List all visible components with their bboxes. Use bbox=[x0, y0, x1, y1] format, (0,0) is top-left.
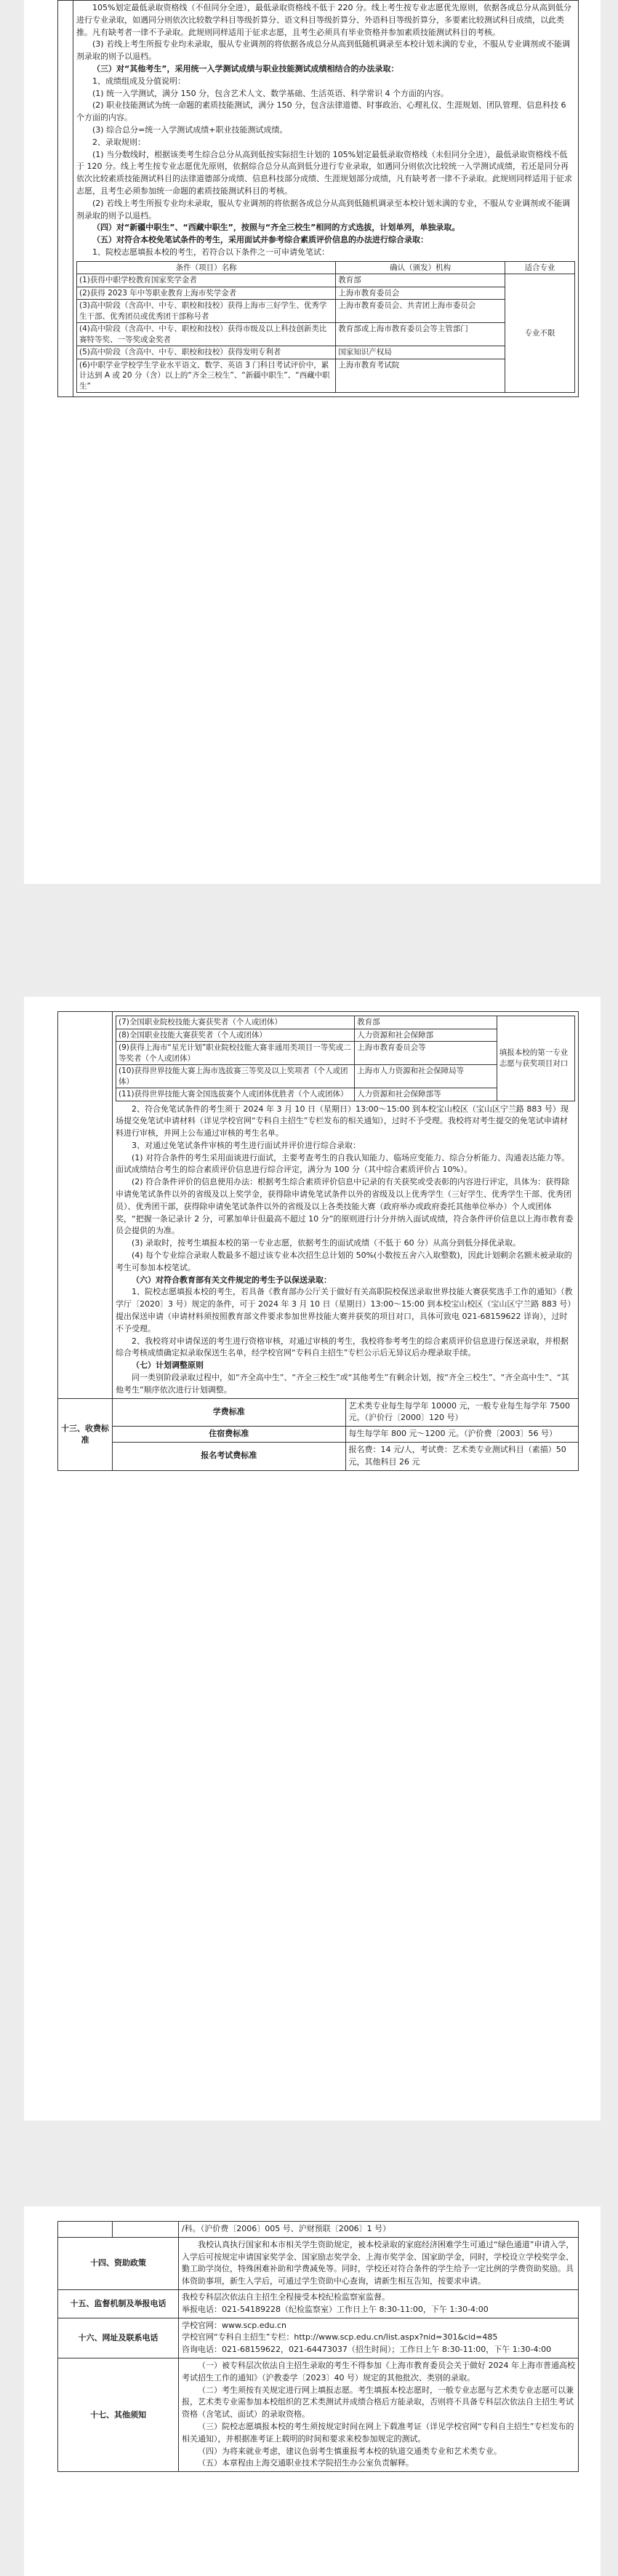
issuing-body: 教育部 bbox=[355, 1016, 497, 1029]
issuing-body: 上海市教育考试院 bbox=[336, 359, 505, 393]
fee-item-value: 艺术类专业每生每学年 10000 元，一般专业每生每学年 7500 元。（沪价行〔2000〕120 号） bbox=[345, 1398, 579, 1427]
report-phone: 举报电话：021-54189228（纪检监察室）工作日上午 8:30-11:00，下午 1:30-4:00 bbox=[182, 2304, 489, 2314]
paragraph: 2、我校将对申请保送的考生进行资格审核，对通过审核的考生，我校将参考考生的综合素质评价信息进行保送录取，并根据综合考核成绩确定拟录取保送生名单，经学校官网“专科自主招生”专栏公示后无异议后办理录取手续。 bbox=[116, 1336, 569, 1358]
consult-phone: 咨询电话：021-68159622，021-64473037（招生时间）；工作日上午 8:30-11:00，下午 1:30-4:00 bbox=[182, 2345, 552, 2355]
fee-continuation: /科。（沪价费〔2006〕005 号、沪财预联〔2006〕1 号） bbox=[179, 2222, 579, 2238]
paragraph: (2) 职业技能测试为统一命题的素质技能测试，满分 150 分，包含法律道德、时事政治、心理礼仪、生涯规划、团队管理、信息科技 6 个方面的内容。 bbox=[76, 100, 566, 123]
fee-item-value: 每生每学年 800 元～1200 元。（沪价费〔2003〕56 号） bbox=[345, 1427, 579, 1443]
section-label-blank bbox=[58, 2222, 113, 2238]
exemption-conditions-table-continued bbox=[116, 1016, 575, 1101]
paragraph: (1) 对符合条件的考生采用面谈进行面试，主要考查考生的自我认知能力、临场应变能力、综合分析能力、沟通表达能力等。面试成绩结合考生的综合素质评价信息进行综合评定，满分为 100 分（其中综合素质评价占 10%）。 bbox=[116, 1152, 570, 1175]
paragraph: （二）考生须按有关规定进行网上填报志愿。考生填报本校志愿时，一般专业志愿与艺术类专业志愿可以兼报，艺术类专业需参加本校组织的艺术类测试并成绩合格后方能录取，否则将不具备专科层次依法自主招生考试资格（含笔试、面试）的录取资格。 bbox=[182, 2385, 574, 2420]
paragraph: (2) 若线上考生所报专业均未录取，服从专业调剂的将依据各成总分从高到低随机调录至本校计划未满的专业，不服从专业调剂或不能调剂录取的则予以退档。 bbox=[76, 198, 571, 220]
condition-name: (11)获得世界技能大赛全国选拔赛个人或团体优胜者（个人或团体） bbox=[116, 1088, 355, 1101]
fee-section-label: 十三、收费标准 bbox=[58, 1398, 113, 1470]
section-label-blank bbox=[58, 1012, 113, 1399]
paragraph: (1) 当分数线时，根据该类考生综合总分从高到低按实际招生计划的 105%划定最低录取资格线（未但同分全进），最低录取资格线不低于 120 分。线上考生按专业志愿优先原则，依据综合总分从高到低分进行专业录取，如遇同分则依次比较统一入学测试成绩，若还是同分再依次比较素质技能测试科目的法律道德部分成绩、信息科技部分成绩、生涯规划部分成绩，凡有缺考者一律不予录取。此规则同样适用于征求志愿，且考生必须参加统一命题的素质技能测试科目的考核。 bbox=[76, 149, 572, 196]
paragraph: 3、对通过免笔试条件审核的考生进行面试并评价进行综合录取： bbox=[132, 1140, 361, 1150]
issuing-body: 人力资源和社会保障部 bbox=[355, 1029, 497, 1042]
charter-table-p2 bbox=[57, 1011, 579, 1471]
applicable-majors: 专业不限 bbox=[505, 274, 575, 393]
page-3 bbox=[24, 2206, 601, 2576]
section-heading: （六）对符合教育部有关文件规定的考生予以保送录取： bbox=[132, 1275, 332, 1285]
section-heading: （四）对“新疆中职生”、“西藏中职生”，按照与“齐全三校生”相同的方式选拔，计划单列，单独录取。 bbox=[92, 223, 460, 233]
condition-name: (3)高中阶段（含高中、中专、职校和技校）获得上海市三好学生、优秀学生干部、优秀团员或优秀团干部称号者 bbox=[77, 300, 336, 323]
section-heading: （三）对“其他考生”，采用统一入学测试成绩与职业技能测试成绩相结合的办法录取： bbox=[92, 63, 399, 73]
sub-label-blank bbox=[113, 2222, 179, 2238]
charter-table-p1 bbox=[57, 0, 579, 397]
paragraph: （四）为将来就业考虑，建议色弱考生慎重报考本校的轨道交通类专业和艺术类专业。 bbox=[198, 2446, 502, 2456]
paragraph: （五）本章程由上海交通职业技术学院招生办公室负责解释。 bbox=[198, 2458, 414, 2468]
condition-name: (5)高中阶段（含高中、中专、职校和技校）获得发明专利者 bbox=[77, 346, 336, 359]
condition-name: (8)全国职业技能大赛获奖者（个人或团体） bbox=[116, 1029, 355, 1042]
supervision-label: 十五、监督机制及举报电话 bbox=[58, 2289, 179, 2318]
table-header-cell: 确认（颁发）机构 bbox=[336, 261, 505, 274]
paragraph: (3) 综合总分=统一入学测试成绩+职业技能测试成绩。 bbox=[92, 124, 288, 135]
paragraph: 同一类别阶段录取过程中，如“齐全高中生”、“齐全三校生”或“其他考生”有剩余计划，按“齐全三校生”、“齐全高中生”、“其他考生”顺序依次进行计划调整。 bbox=[116, 1373, 569, 1395]
website-link[interactable]: 学校官网：www.scp.edu.cn bbox=[182, 2320, 286, 2330]
content-cell bbox=[113, 1012, 579, 1399]
condition-name: (10)获得世界技能大赛上海市选拔赛三等奖及以上奖项者（个人或团体） bbox=[116, 1065, 355, 1088]
paragraph: 2、符合免笔试条件的考生须于 2024 年 3 月 10 日（星期日）13:00～15:00 到本校宝山校区（宝山区宁兰路 883 号）现场提交免笔试申请材料（详见学校官网“专科自主招生”专栏发布的相关通知），过时不予受理。我校将对考生提交的免笔试申请材料进行审核，并网上公布通过审核的考生名单。 bbox=[116, 1104, 569, 1139]
condition-name: (9)获得上海市“星光计划”职业院校技能大赛非通用类项目一等奖或二等奖者（个人或团体） bbox=[116, 1042, 355, 1065]
charter-table-p3 bbox=[57, 2221, 579, 2472]
left-blank-column bbox=[58, 1, 73, 397]
paragraph: (3) 录取时，按考生填报本校的第一专业志愿，依据考生的面试成绩（不低于 60 分）从高分到低分择优录取。 bbox=[132, 1238, 521, 1248]
issuing-body: 国家知识产权局 bbox=[336, 346, 505, 359]
condition-name: (7)全国职业院校技能大赛获奖者（个人或团体） bbox=[116, 1016, 355, 1029]
paragraph: 2、录取规则： bbox=[92, 137, 145, 147]
content-cell bbox=[73, 1, 579, 397]
paragraph: 1、院校志愿填报本校的考生，若符合以下条件之一可申请免笔试： bbox=[92, 247, 329, 257]
paragraph: 我校专科层次依法自主招生全程接受本校纪检监察室监督。 bbox=[182, 2292, 390, 2302]
paragraph: 105%划定最低录取资格线（不但同分全进），最低录取资格线不低于 220 分。线上考生按专业志愿优先原则，依据各成总分从高到低分进行专业录取，如遇同分则依次比较数学科目等级折算分、语文科目等级折算分、外语科目等级折算分，多要素比较测试科目成绩，以此类推。凡有缺考者一律不予录取。此规则同样适用于征求志愿，且考生必须具有毕业资格并参加素质技能测试科目的考核。 bbox=[76, 3, 571, 37]
supervision-text bbox=[179, 2289, 579, 2318]
section-heading: （五）对符合本校免笔试条件的考生，采用面试并参考综合素质评价信息的办法进行综合录取： bbox=[92, 235, 428, 245]
paragraph: (3) 若线上考生所报专业均未录取，服从专业调剂的将依据各成总分从高到低随机调录至本校计划未满的专业，不服从专业调剂或不能调剂录取的则予以退档。 bbox=[76, 39, 571, 62]
paragraph: 我校认真执行国家和本市相关学生资助规定，被本校录取的家庭经济困难学生可通过“绿色通道”申请入学，入学后可按规定申请国家奖学金、国家励志奖学金、上海市奖学金、国家助学金，同时，学校设立学校奖学金、勤工助学岗位，特殊困难补助和学费减免等。同时，学校还对符合条件的学生给予一定比例的学费资助奖励。具体资助事项，新生入学后，可通过学生资助中心查询，请新生相互告知，按要求申请。 bbox=[182, 2239, 574, 2286]
admission-column-link[interactable]: 学校官网“专科自主招生”专栏：http://www.scp.edu.cn/list.aspx?nid=301&cid=485 bbox=[182, 2332, 498, 2342]
issuing-body: 上海市教育委员会、共青团上海市委员会 bbox=[336, 300, 505, 323]
issuing-body: 上海市教育委员会等 bbox=[355, 1042, 497, 1065]
fee-item-label: 住宿费标准 bbox=[113, 1427, 346, 1443]
issuing-body: 教育部 bbox=[336, 274, 505, 287]
table-header-cell: 条件（项目）名称 bbox=[77, 261, 336, 274]
exemption-conditions-table bbox=[76, 261, 575, 394]
other-notes-text bbox=[179, 2358, 579, 2471]
condition-name: (2)获得 2023 年中等职业教育上海市奖学金者 bbox=[77, 287, 336, 300]
paragraph: (2) 符合条件评价的信息使用办法：根据考生综合素质评价信息中记录的有关获奖或受表彰的内容进行评定，具体为：获得除申请免笔试条件以外的省级及以上奖学金，获得除申请免笔试条件以外的省级及以上优秀学生（三好学生、优秀学生干部、优秀团员）、优秀团干部，获得除申请免笔试条件以外的省级及以上各类技能大赛（政府举办或政府委托其他单位举办）个人或团体奖，“把握一条记录计 2 分，可累加单计但最高不超过 10 分”的原则进行计分并纳入面试成绩，符合条件评价信息以上海市教育委员会提供的为准。 bbox=[116, 1177, 574, 1236]
condition-name: (4)高中阶段（含高中、中专、职校和技校）获得市级及以上科技创新类比赛特等奖、一等奖或金奖者 bbox=[77, 323, 336, 346]
paragraph: （三）院校志愿填报本校的考生须按规定时间在网上下载准考证（详见学校官网“专科自主招生”专栏发布的相关通知），并根据准考证上载明的时间和要求来校参加规定的测试。 bbox=[182, 2421, 574, 2444]
paragraph: (4) 每个专业综合录取人数最多不超过该专业本次招生总计划的 50%(小数按五舍六入取整数)，因此计划剩余名额未被录取的考生可参加本校笔试。 bbox=[116, 1251, 572, 1272]
funding-policy-label: 十四、资助政策 bbox=[58, 2237, 179, 2289]
fee-item-label: 学费标准 bbox=[113, 1398, 346, 1427]
paragraph: （一）被专科层次依法自主招生录取的考生不得参加《上海市教育委员会关于做好 2024 年上海市普通高校考试招生工作的通知》（沪教委学〔2023〕40 号）规定的其他批次、类别的录取。 bbox=[182, 2360, 575, 2382]
paragraph: 1、院校志愿填报本校的考生，若具备《教育部办公厅关于做好有关高职院校保送录取世界技能大赛获奖选手工作的通知》（教学厅〔2020〕3 号）规定的条件，可于 2024 年 3 月 10 日（星期日）13:00～15:00 到本校宝山校区（宝山区宁兰路 883 号）提出保送申请（申请材料须按照教育部文件要求参加世界技能大赛并获奖的项目对口，具体可致电 021-68159622 详询），过时不予受理。 bbox=[116, 1287, 573, 1333]
funding-policy-text bbox=[179, 2237, 579, 2289]
page-1 bbox=[24, 0, 601, 884]
paragraph: 1、成绩组成及分值说明： bbox=[92, 76, 185, 86]
issuing-body: 教育部或上海市教育委员会等主管部门 bbox=[336, 323, 505, 346]
fee-item-value: 报名费：14 元/人，考试费：艺术类专业测试科目（素描）50 元，其他科目 26 元 bbox=[345, 1443, 579, 1471]
contact-text bbox=[179, 2318, 579, 2358]
other-notes-label: 十七、其他须知 bbox=[58, 2358, 179, 2471]
issuing-body: 上海市人力资源和社会保障局等 bbox=[355, 1065, 497, 1088]
paragraph: (1) 统一入学测试，满分 150 分，包含艺术人文、数学基础、生活英语、科学常识 4 个方面的内容。 bbox=[92, 88, 449, 98]
issuing-body: 上海市教育委员会 bbox=[336, 287, 505, 300]
fee-item-label: 报名考试费标准 bbox=[113, 1443, 346, 1471]
section-heading: （七）计划调整原则 bbox=[132, 1360, 204, 1371]
page-2 bbox=[24, 997, 601, 2121]
condition-name: (6)中职学业学校学生学业水平语文、数学、英语 3 门科目考试评价中，累计达到 A 或 20 分（含）以上的“齐全三校生”、“新疆中职生”、“西藏中职生” bbox=[77, 359, 336, 393]
condition-name: (1)获得中职学校教育国家奖学金者 bbox=[77, 274, 336, 287]
contact-label: 十六、网址及联系电话 bbox=[58, 2318, 179, 2358]
applicable-majors-note: 填报本校的第一专业志愿与获奖项目对口 bbox=[497, 1016, 574, 1101]
table-header-cell: 适合专业 bbox=[505, 261, 575, 274]
issuing-body: 人力资源和社会保障部等 bbox=[355, 1088, 497, 1101]
